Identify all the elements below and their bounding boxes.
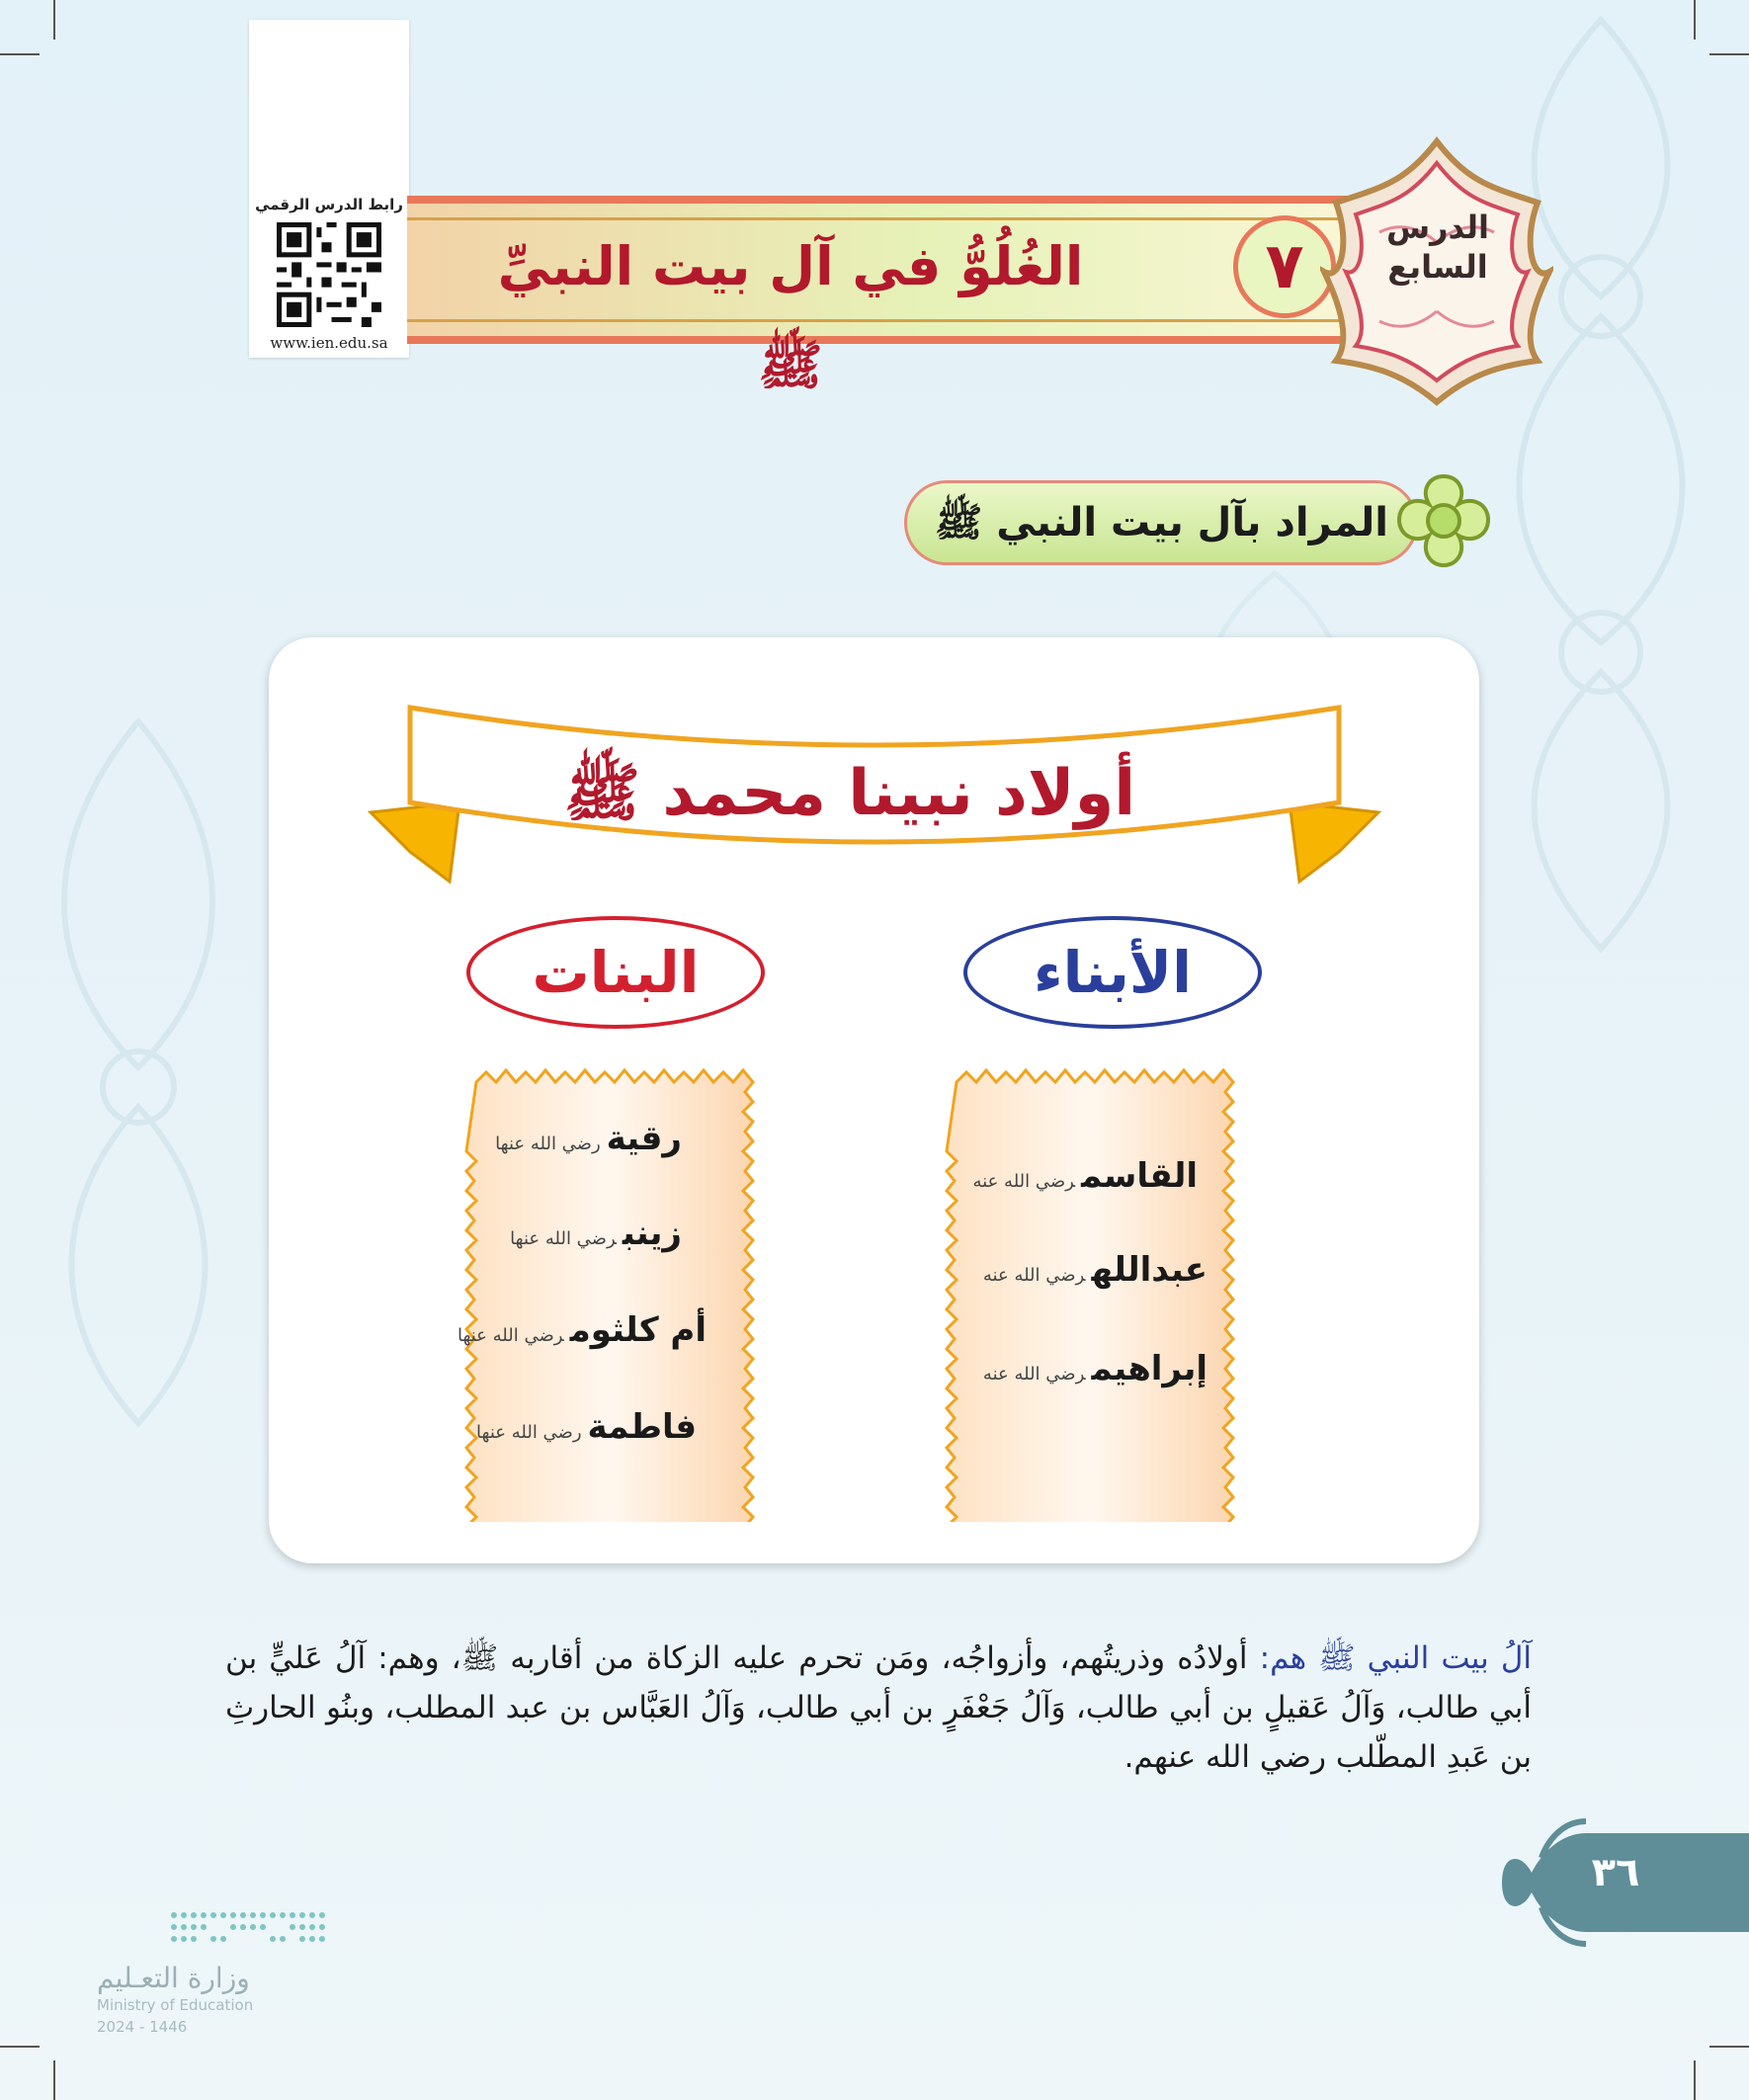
qr-url[interactable]: www.ien.edu.sa xyxy=(270,334,388,352)
lesson-number: ٧ xyxy=(1233,215,1336,318)
son-name-text: إبراهيم xyxy=(1091,1349,1208,1388)
daughter-name xyxy=(510,1214,682,1253)
honorific: رضي الله عنها xyxy=(457,1325,564,1346)
daughter-name-text: زينب xyxy=(622,1214,682,1253)
definition-lead: آلُ بيت النبي ﷺ هم: xyxy=(1259,1640,1532,1676)
crop-mark xyxy=(1694,0,1696,40)
honorific: رضي الله عنه xyxy=(982,1265,1086,1286)
honorific: رضي الله عنه xyxy=(982,1364,1086,1385)
sons-scroll xyxy=(937,1057,1269,1522)
section-title: المراد بآل بيت النبي ﷺ xyxy=(935,500,1388,546)
ministry-logo-icon xyxy=(168,1905,326,1949)
honorific: رضي الله عنه xyxy=(972,1171,1076,1192)
ministry-name-en: Ministry of Education xyxy=(97,1996,254,2014)
daughter-name-text: أم كلثوم xyxy=(569,1310,707,1350)
ministry-name-ar: وزارة التعـليم xyxy=(97,1962,250,1994)
honorific: رضي الله عنها xyxy=(510,1228,617,1249)
lesson-badge-label xyxy=(1344,208,1532,287)
ministry-year: 2024 - 1446 xyxy=(97,2018,188,2036)
crop-mark xyxy=(1709,2046,1749,2048)
definition-paragraph xyxy=(225,1634,1532,1782)
lesson-badge-line1: الدرس xyxy=(1385,209,1490,246)
ribbon-title: أولاد نبينا محمد ﷺ xyxy=(563,757,1136,830)
crop-mark xyxy=(0,53,40,55)
daughter-name-text: رقية xyxy=(606,1119,682,1158)
lesson-title: الغُلُوُّ في آل بيت النبيِّ ﷺ xyxy=(497,235,1084,396)
crop-mark xyxy=(53,2060,55,2100)
honorific: رضي الله عنها xyxy=(476,1422,582,1443)
honorific: رضي الله عنها xyxy=(495,1134,601,1154)
son-name-text: عبدالله xyxy=(1091,1250,1208,1290)
qr-card[interactable] xyxy=(249,20,409,358)
son-name-text: القاسم xyxy=(1081,1156,1198,1196)
sons-heading: الأبناء xyxy=(963,916,1262,1029)
page-number: ٣٦ xyxy=(1591,1850,1640,1895)
qr-label: رابط الدرس الرقمي xyxy=(255,196,403,213)
daughters-heading: البنات xyxy=(466,916,765,1029)
crop-mark xyxy=(1694,2060,1696,2100)
daughter-name xyxy=(495,1119,682,1158)
daughter-name-text: فاطمة xyxy=(587,1407,697,1447)
arabesque-pattern-left xyxy=(0,692,277,1581)
son-name xyxy=(983,1349,1208,1388)
lesson-badge-line2: السابع xyxy=(1387,248,1488,286)
son-name xyxy=(973,1156,1198,1196)
crop-mark xyxy=(53,0,55,40)
crop-mark xyxy=(0,2046,40,2048)
daughter-name xyxy=(476,1407,697,1447)
daughter-name xyxy=(458,1310,707,1350)
son-name xyxy=(983,1250,1208,1290)
crop-mark xyxy=(1709,53,1749,55)
flower-icon xyxy=(1389,468,1498,577)
qr-code-icon[interactable] xyxy=(277,222,381,327)
definition-body: أولادُه وذريتُهم، وأزواجُه، ومَن تحرم عليه الزكاة من أقاربه ﷺ، وهم: آلُ عَليٍّ بن أبي طالب، وَآلُ عَقيلٍ بن أبي طالب، وَآلُ جَعْفَرٍ بن أبي طالب، وَآلُ العَبَّاس بن عبد المطلب، وبنُو الحارثِ بن عَبدِ المطّلب رضي الله عنهم. xyxy=(225,1640,1532,1775)
